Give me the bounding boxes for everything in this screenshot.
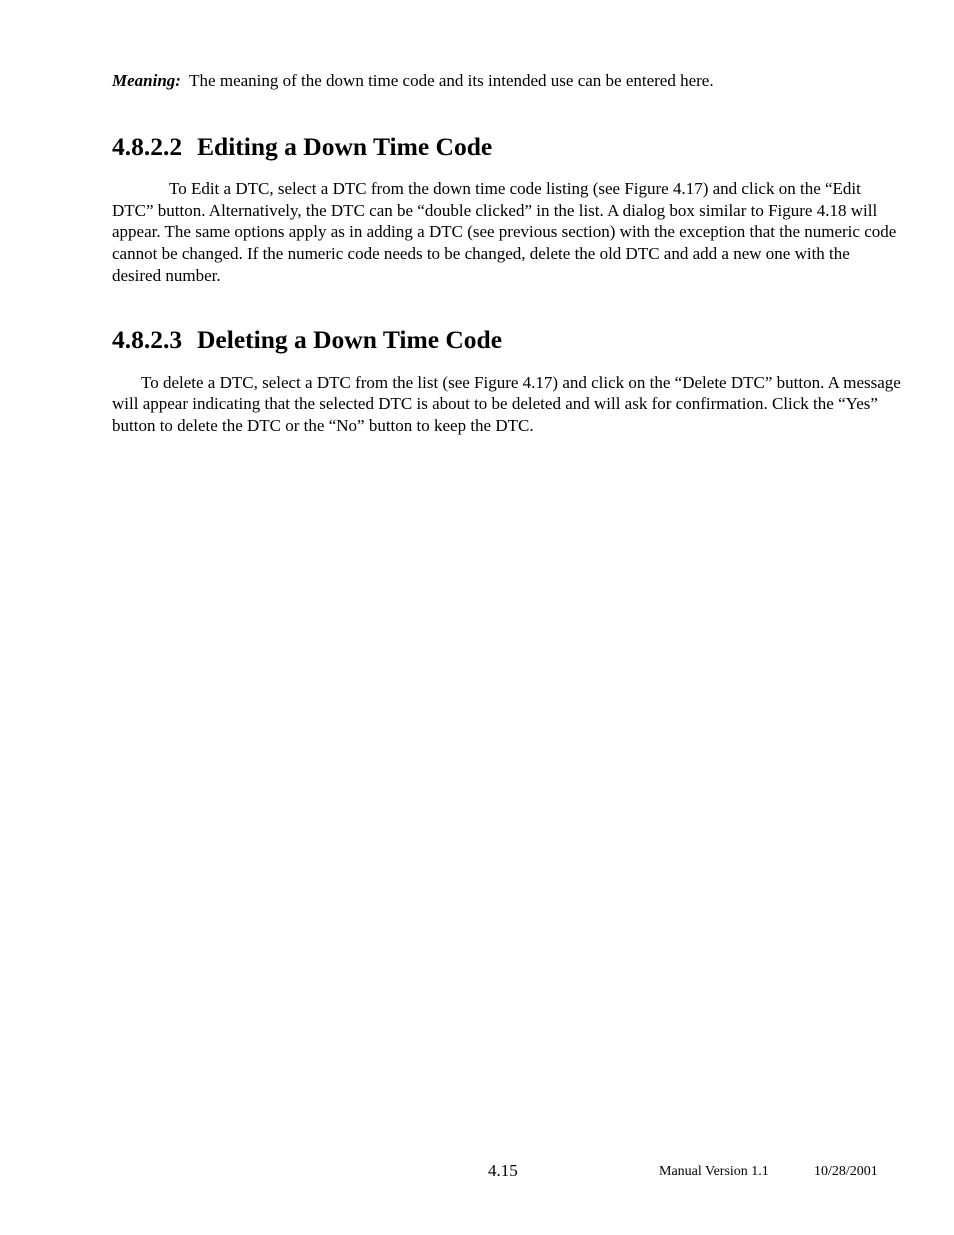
page-footer: [0, 1160, 954, 1184]
meaning-text: The meaning of the down time code and its intended use can be entered here.: [180, 71, 714, 90]
section-title: Editing a Down Time Code: [197, 131, 493, 161]
page-number: 4.15: [488, 1161, 518, 1180]
section-body-deleting: To delete a DTC, select a DTC from the list (see Figure 4.17) and click on the “Delete DTC” button. A message will appear indicating that the selected DTC is about to be deleted and will ask for confirmation. Click the “Yes” button to delete the DTC or the “No” button to keep the DTC.: [112, 372, 901, 435]
section-heading-editing: [112, 131, 902, 161]
meaning-term: Meaning:: [112, 71, 181, 90]
footer-date: 10/28/2001: [814, 1164, 878, 1179]
section-body-editing: To Edit a DTC, select a DTC from the down time code listing (see Figure 4.17) and click on the “Edit DTC” button. Alternatively, the DTC can be “double clicked” in the list. A dialog box similar to Figure 4.18 will appear. The same options apply as in adding a DTC (see previous section) with the exception that the numeric code cannot be changed. If the numeric code needs to be changed, delete the old DTC and add a new one with the desired number.: [112, 179, 897, 285]
section-number: 4.8.2.3: [112, 325, 183, 355]
section-number: 4.8.2.2: [112, 131, 183, 161]
section-title: Deleting a Down Time Code: [197, 325, 503, 355]
meaning-paragraph: [112, 70, 902, 92]
manual-version: Manual Version 1.1: [659, 1164, 769, 1179]
document-page: [112, 70, 902, 437]
section-heading-deleting: [112, 325, 902, 355]
